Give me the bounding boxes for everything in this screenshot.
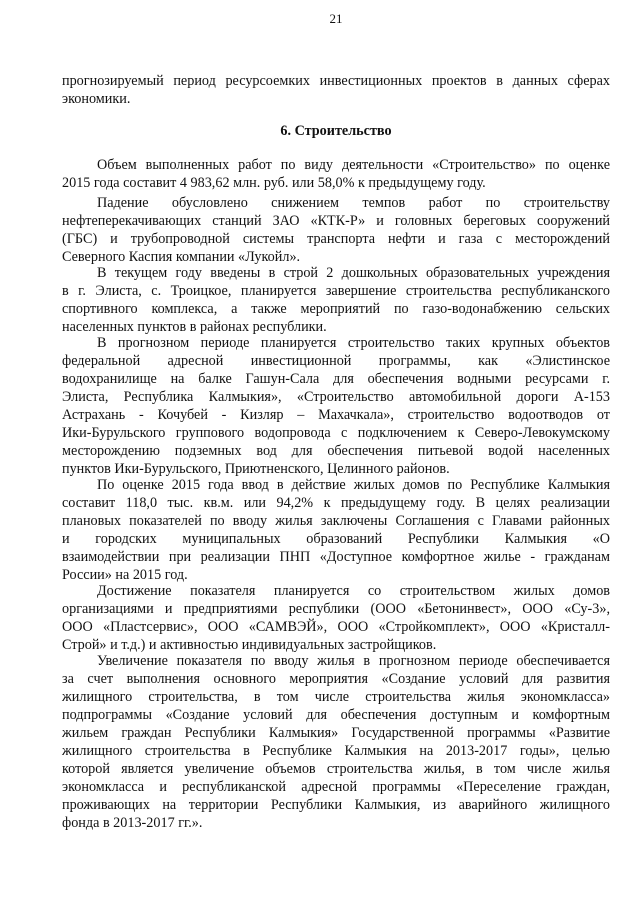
- text-line: в г. Элиста, с. Троицкое, планируется завершение строительства республиканского: [62, 283, 610, 299]
- text-line: и городских муниципальных образований Республики Калмыкия «О: [62, 531, 610, 547]
- text-line: пунктов Ики-Бурульского, Приютненского, Целинного районов.: [62, 461, 450, 477]
- text-line: плановых показателей по вводу жилья заключены Соглашения с Главами районных: [62, 513, 610, 529]
- text-line: Увеличение показателя по вводу жилья в прогнозном периоде обеспечивается: [97, 653, 610, 669]
- text-line: прогнозируемый период ресурсоемких инвестиционных проектов в данных сферах: [62, 73, 610, 89]
- text-line: взаимодействии при реализации ПНП «Доступное комфортное жилье - гражданам: [62, 549, 610, 565]
- text-line: жилищного строительства, в том числе строительства жилья экономкласса»: [62, 689, 610, 705]
- text-line: По оценке 2015 года ввод в действие жилых домов по Республике Калмыкия: [97, 477, 610, 493]
- text-line: федеральной адресной инвестиционной программы, как «Элистинское: [62, 353, 610, 369]
- text-line: жильем граждан Республики Калмыкия» Государственной программы «Развитие: [62, 725, 610, 741]
- text-line: России» на 2015 год.: [62, 567, 188, 583]
- text-line: 2015 года составит 4 983,62 млн. руб. или 58,0% к предыдущему году.: [62, 175, 486, 191]
- text-line: водохранилище на балке Гашун-Сала для обеспечения водными ресурсами г.: [62, 371, 610, 387]
- text-line: В прогнозном периоде планируется строительство таких крупных объектов: [97, 335, 610, 351]
- text-line: Объем выполненных работ по виду деятельности «Строительство» по оценке: [97, 157, 610, 173]
- text-line: Ики-Бурульского группового водопровода с подключением к Северо-Левокумскому: [62, 425, 610, 441]
- text-line: фонда в 2013-2017 гг.».: [62, 815, 203, 831]
- text-line: В текущем году введены в строй 2 дошкольных образовательных учреждения: [97, 265, 610, 281]
- text-line: за счет выполнения основного мероприятия «Создание условий для развития: [62, 671, 610, 687]
- text-line: Элиста, Республика Калмыкия», «Строительство автомобильной дороги А-153: [62, 389, 610, 405]
- text-line: проживающих на территории Республики Калмыкия, из аварийного жилищного: [62, 797, 610, 813]
- text-line: подпрограммы «Создание условий для обеспечения доступным и комфортным: [62, 707, 610, 723]
- text-line: нефтеперекачивающих станций ЗАО «КТК-Р» и головных береговых сооружений: [62, 213, 610, 229]
- text-line: спортивного комплекса, а также мероприятий по газо-водонабжению сельских: [62, 301, 610, 317]
- section-heading: 6. Строительство: [280, 123, 392, 139]
- text-line: Достижение показателя планируется со строительством жилых домов: [97, 583, 610, 599]
- text-line: Северного Каспия компании «Лукойл».: [62, 249, 301, 265]
- text-line: экономики.: [62, 91, 131, 107]
- text-line: населенных пунктов в районах республики.: [62, 319, 327, 335]
- text-line: организациями и предприятиями республики (ООО «Бетонинвест», ООО «Су-3»,: [62, 601, 610, 617]
- text-line: жилищного строительства в Республике Калмыкия на 2013-2017 годы», целью: [62, 743, 610, 759]
- text-line: экономкласса и республиканской адресной программы «Переселение граждан,: [62, 779, 610, 795]
- text-line: ООО «Пластсервис», ООО «САМВЭЙ», ООО «Стройкомплект», ООО «Кристалл-: [62, 619, 610, 635]
- text-line: Астрахань - Кочубей - Кизляр – Махачкала», строительство водоотводов от: [62, 407, 610, 423]
- text-line: месторождению подземных вод для обеспечения питьевой водой населенных: [62, 443, 610, 459]
- text-line: (ГБС) и трубопроводной системы транспорта нефти и газа с месторождений: [62, 231, 610, 247]
- text-line: которой является увеличение объемов строительства жилья, в том числе жилья: [62, 761, 610, 777]
- text-line: составит 118,0 тыс. кв.м. или 94,2% к предыдущему году. В целях реализации: [62, 495, 610, 511]
- page-number: 21: [329, 11, 343, 26]
- text-line: Падение обусловлено снижением темпов работ по строительству: [97, 195, 610, 211]
- text-line: Строй» и т.д.) и активностью индивидуальных застройщиков.: [62, 637, 437, 653]
